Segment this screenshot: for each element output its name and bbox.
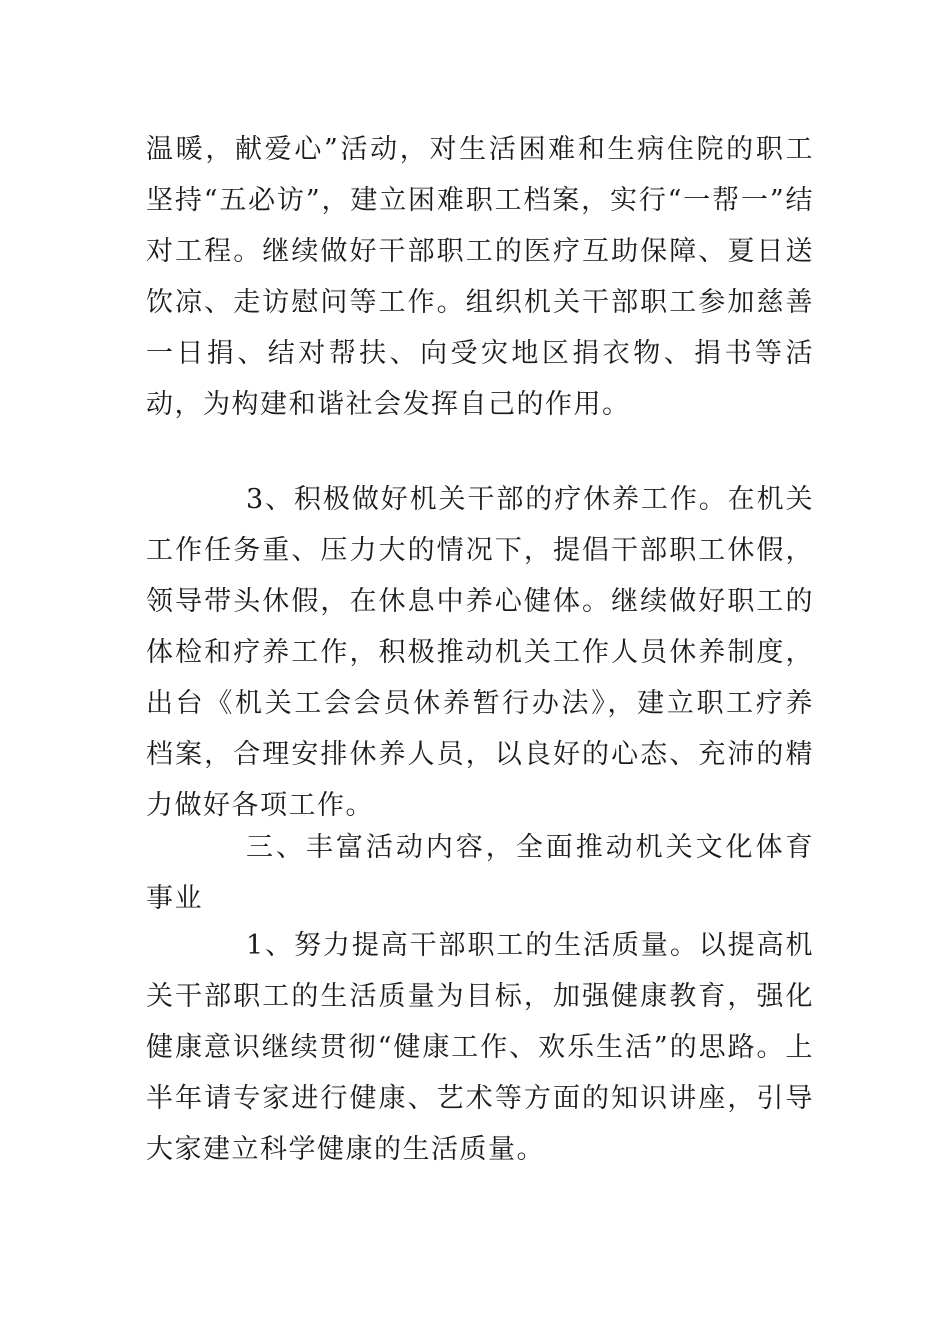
paragraph-continuation: 温暖，献爱心”活动，对生活困难和生病住院的职工坚持“五必访”，建立困难职工档案，实行“一帮一”结对工程。继续做好干部职工的医疗互助保障、夏日送饮凉、走访慰问等工作。组织机关干部职工参加慈善一日捐、结对帮扶、向受灾地区捐衣物、捐书等活动，为构建和谐社会发挥自己的作用。 — [146, 134, 814, 420]
paragraph-item-1: 1、努力提高干部职工的生活质量。以提高机关干部职工的生活质量为目标，加强健康教育，强化健康意识继续贯彻“健康工作、欢乐生活”的思路。上半年请专家进行健康、艺术等方面的知识讲座，引导大家建立科学健康的生活质量。 — [146, 930, 814, 1165]
section-heading-3: 三、丰富活动内容，全面推动机关文化体育事业 — [146, 832, 814, 914]
paragraph-item-3: 3、积极做好机关干部的疗休养工作。在机关工作任务重、压力大的情况下，提倡干部职工休假，领导带头休假，在休息中养心健体。继续做好职工的体检和疗养工作，积极推动机关工作人员休养制度，出台《机关工会会员休养暂行办法》，建立职工疗养档案，合理安排休养人员，以良好的心态、充沛的精力做好各项工作。 — [146, 484, 814, 821]
